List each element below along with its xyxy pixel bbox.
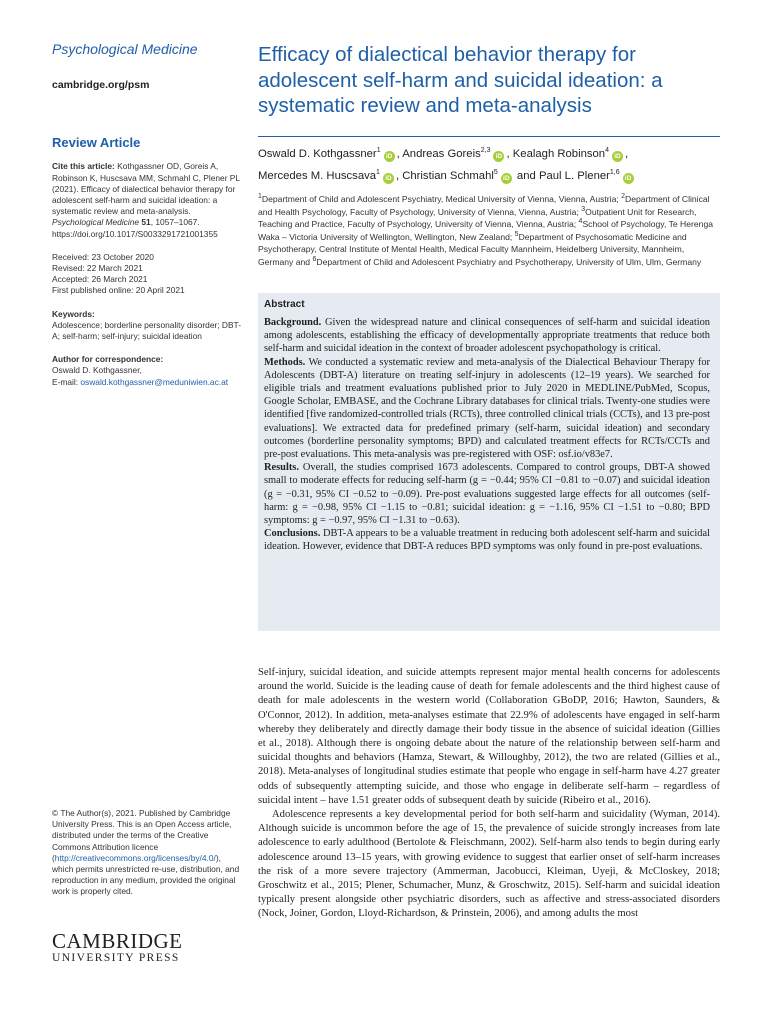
- author-affiliation-marker: 1,6: [609, 169, 620, 177]
- date-accepted: Accepted: 26 March 2021: [52, 274, 148, 285]
- author-separator: ,: [625, 148, 629, 160]
- article-title: Efficacy of dialectical behavior therapy for adolescent self-harm and suicidal ideation: a systematic review and meta-analysis: [258, 43, 663, 117]
- date-received: Received: 23 October 2020: [52, 251, 154, 262]
- license-link[interactable]: http://creativecommons.org/licenses/by/4.0/: [54, 852, 216, 863]
- orcid-icon[interactable]: iD: [623, 173, 634, 184]
- title-divider: [258, 136, 720, 137]
- cite-volume: 51: [141, 217, 151, 228]
- affiliation-text: Department of Child and Adolescent Psychiatry, Medical University of Vienna, Vienna, Austria;: [261, 194, 622, 204]
- affiliation-text: School of Psychology, Te Herenga Waka – Victoria University of Wellington, Wellington, New Zealand;: [258, 219, 714, 242]
- license-block: [52, 808, 242, 898]
- abstract-section-text: Overall, the studies comprised 1673 adolescents. Compared to control groups, DBT-A showed small to moderate effects for reducing self-harm (g = −0.44; 95% CI −0.81 to −0.07) and suicidal ideation (g = −0.31, 95% CI −0.52 to −0.09). Pre-post evaluations suggested large effects for all outcomes (self-harm: g = −0.98, 95% CI −1.15 to −0.81; suicidal ideation: g = −1.16, 95% CI −1.51 to −0.80; BPD symptoms: g = −0.97, 95% CI −1.31 to −0.63).: [264, 462, 710, 527]
- correspondence-email-link[interactable]: oswald.kothgassner@meduniwien.ac.at: [80, 376, 229, 387]
- logo-line2: UNIVERSITY PRESS: [52, 952, 180, 964]
- author-affiliation-marker: 5: [493, 169, 498, 177]
- author-list: [258, 143, 728, 187]
- abstract-section: [264, 316, 710, 356]
- body-paragraph: Self-injury, suicidal ideation, and suicide attempts represent major mental health concerns for adolescents around the world. Suicide is the leading cause of death for female adolescents and the third highest cause of death for male adolescents in the western world (Collaboration GBoDP, 2016; Hawton, Saunders, & O'Connor, 2012). In addition, meta-analyses estimate that 22.9% of adolescents have engaged in self-harm whereby they deliberately and directly damage their body tissue in the absence of suicidal ideation (Gillies et al., 2018). Although there is ongoing debate about the nature of the relationship between self-harm and suicidal thoughts and behaviors (Hamza, Stewart, & Willoughby, 2012), the two are related (Gillies et al., 2018). Meta-analyses of longitudinal studies estimate that people who engage in self-harm have 4.27 greater odds of subsequently attempting suicide, and those who engage in deliberate self-harm – regardless of suicidal intent – have 1.51 greater odds of subsequent death by suicide (Ribeiro et al., 2016).: [258, 667, 720, 806]
- abstract-section-text: Given the widespread nature and clinical consequences of self-harm and suicidal ideation among adolescents, establishing the efficacy of developmentally appropriate treatments that reduce both self-harm and suicidal ideation in the context of broader adolescent psychopathology is critical.: [264, 317, 710, 355]
- author-affiliation-marker: 4: [605, 147, 609, 155]
- date-revised: Revised: 22 March 2021: [52, 263, 143, 274]
- date-published: First published online: 20 April 2021: [52, 285, 185, 296]
- body-paragraph: Adolescence represents a key developmental period for both self-harm and suicidality (Wyman, 2014). Although suicide is uncommon before the age of 15, the prevalence of suicide strongly increases from late adolescence to early adulthood (Bertolote & Fleischmann, 2002). Self-harm also tends to begin during early adolescence around 13–15 years, with growing evidence to suggest that earlier onset of self-harm increases the risk of a more severe trajectory (Ammerman, Jacobucci, Kleiman, Uyeji, & McCloskey, 2018; Groschwitz et al., 2015; Plener, Schumacher, Munz, & Groschwitz, 2015). Self-harm and suicidal ideation typically present alongside other psychiatric disorders, such as affective and stress-associated disorders (Nock, Joiner, Gordon, Lloyd-Richardson, & Prinstein, 2006), and among adults the most: [258, 809, 720, 920]
- abstract-heading: Abstract: [264, 299, 305, 310]
- affiliations: [258, 193, 720, 269]
- author-separator: ,: [396, 148, 403, 160]
- orcid-icon[interactable]: iD: [383, 173, 394, 184]
- affiliation-text: Department of Child and Adolescent Psychiatry and Psychotherapy, University of Ulm, Ulm, Germany: [316, 256, 702, 267]
- affiliation-text: Department of Psychosomatic Medicine and Psychotherapy, Central Institute of Mental Health, Medical Faculty Mannheim, Heidelberg University, Mannheim, Germany and: [258, 231, 687, 267]
- author-affiliation-marker: 2,3: [480, 147, 491, 155]
- author-affiliation-marker: 1: [376, 169, 380, 177]
- abstract-section-label: Results.: [264, 462, 299, 474]
- journal-site-link[interactable]: cambridge.org/psm: [52, 79, 150, 91]
- affiliation-marker: 6: [312, 256, 317, 264]
- correspondence-name: Oswald D. Kothgassner,: [52, 365, 142, 376]
- keywords-label: Keywords:: [52, 308, 95, 319]
- license-text-b: ), which permits unrestricted re-use, distribution, and reproduction in any medium, provided the original work is properly cited.: [52, 852, 240, 897]
- abstract-section-label: Methods.: [264, 356, 306, 368]
- affiliation-marker: 1: [258, 193, 262, 201]
- abstract-section-label: Background.: [264, 317, 322, 328]
- abstract-section: [264, 527, 710, 553]
- logo-line1: CAMBRIDGE: [52, 929, 183, 953]
- abstract-text: [264, 316, 710, 554]
- orcid-icon[interactable]: iD: [493, 151, 504, 162]
- author-name[interactable]: Mercedes M. Huscsava: [258, 170, 377, 182]
- abstract-box: [258, 293, 720, 631]
- keywords-text: Adolescence; borderline personality disorder; DBT-A; self-harm; self-injury; suicidal ideation: [52, 319, 241, 342]
- abstract-section: [264, 461, 710, 527]
- author-separator: and: [513, 170, 539, 182]
- keywords-block: [52, 309, 242, 343]
- author-affiliation-marker: 1: [376, 147, 381, 155]
- author-name[interactable]: Christian Schmahl: [402, 170, 494, 182]
- cite-text: Kothgassner OD, Goreis A, Robinson K, Huscsava MM, Schmahl C, Plener PL (2021). Efficacy of dialectical behavior therapy for adolescent self-harm and suicidal ideation: a systematic review and meta-analysis.: [52, 161, 240, 217]
- affiliation-marker: 2: [621, 193, 626, 201]
- abstract-section-label: Conclusions.: [264, 528, 321, 540]
- author-name[interactable]: Paul L. Plener: [538, 170, 610, 182]
- article-type: Review Article: [52, 135, 141, 151]
- email-label: E-mail:: [52, 376, 79, 387]
- affiliation-marker: 5: [514, 230, 519, 238]
- orcid-icon[interactable]: iD: [384, 151, 395, 162]
- cite-label: Cite this article:: [52, 161, 115, 172]
- affiliation-text: Department of Clinical and Health Psychology, Faculty of Psychology, University of Vienna, Vienna, Austria;: [258, 194, 710, 217]
- cite-journal: Psychological Medicine: [52, 217, 140, 228]
- abstract-section-text: DBT-A appears to be a valuable treatment in reducing both adolescent self-harm and suicidal ideation. However, evidence that DBT-A reduces BPD symptoms was only found in pre-post evaluations.: [264, 528, 710, 553]
- correspondence-email-line: [52, 377, 242, 388]
- author-separator: ,: [506, 148, 513, 160]
- affiliation-text: Outpatient Unit for Research, Teaching and Practice, Faculty of Psychology, University of Vienna, Vienna, Austria;: [258, 206, 697, 230]
- citation-block: [52, 161, 242, 239]
- journal-name[interactable]: Psychological Medicine: [52, 41, 198, 57]
- author-name[interactable]: Oswald D. Kothgassner: [258, 148, 377, 160]
- author-separator: ,: [395, 170, 403, 182]
- cambridge-logo: [52, 930, 242, 964]
- cite-doi[interactable]: , 1057–1067. https://doi.org/10.1017/S0033291721001355: [52, 217, 218, 239]
- correspondence-label: Author for correspondence:: [52, 354, 164, 365]
- dates-block: [52, 252, 242, 297]
- affiliation-marker: 4: [578, 218, 583, 226]
- orcid-icon[interactable]: iD: [501, 173, 512, 184]
- body-text: [258, 666, 720, 922]
- abstract-section: [264, 356, 710, 462]
- correspondence-block: [52, 354, 242, 388]
- author-name[interactable]: Andreas Goreis: [402, 148, 481, 160]
- license-text-a: © The Author(s), 2021. Published by Cambridge University Press. This is an Open Access article, distributed under the terms of the Creative Commons Attribution licence (: [52, 808, 232, 863]
- sidebar-column: [52, 40, 242, 400]
- author-name[interactable]: Kealagh Robinson: [512, 148, 606, 160]
- orcid-icon[interactable]: iD: [612, 151, 623, 162]
- abstract-section-text: We conducted a systematic review and meta-analysis of the Dialectical Behaviour Therapy for Adolescents (DBT-A) literature on treating self-injury in adolescents (12–19 years). We searched for eligible trials and treatment evaluations published prior to July 2020 in MEDLINE/PubMed, Scopus, Google Scholar, EMBASE, and the Cochrane Library databases for clinical trials. Twenty-one studies were identified [five randomized-controlled trials (RCTs), three controlled clinical trials (CCTs), and 13 pre-post evaluations]. We extracted data for predefined primary (self-harm, suicidal ideation) and secondary outcomes (borderline personality symptoms; BPD) and calculated treatment effects for RCTs/CCTs and pre-post evaluations. This meta-analysis was pre-registered with OSF: osf.io/v83e7.: [264, 356, 710, 461]
- affiliation-marker: 3: [581, 205, 586, 213]
